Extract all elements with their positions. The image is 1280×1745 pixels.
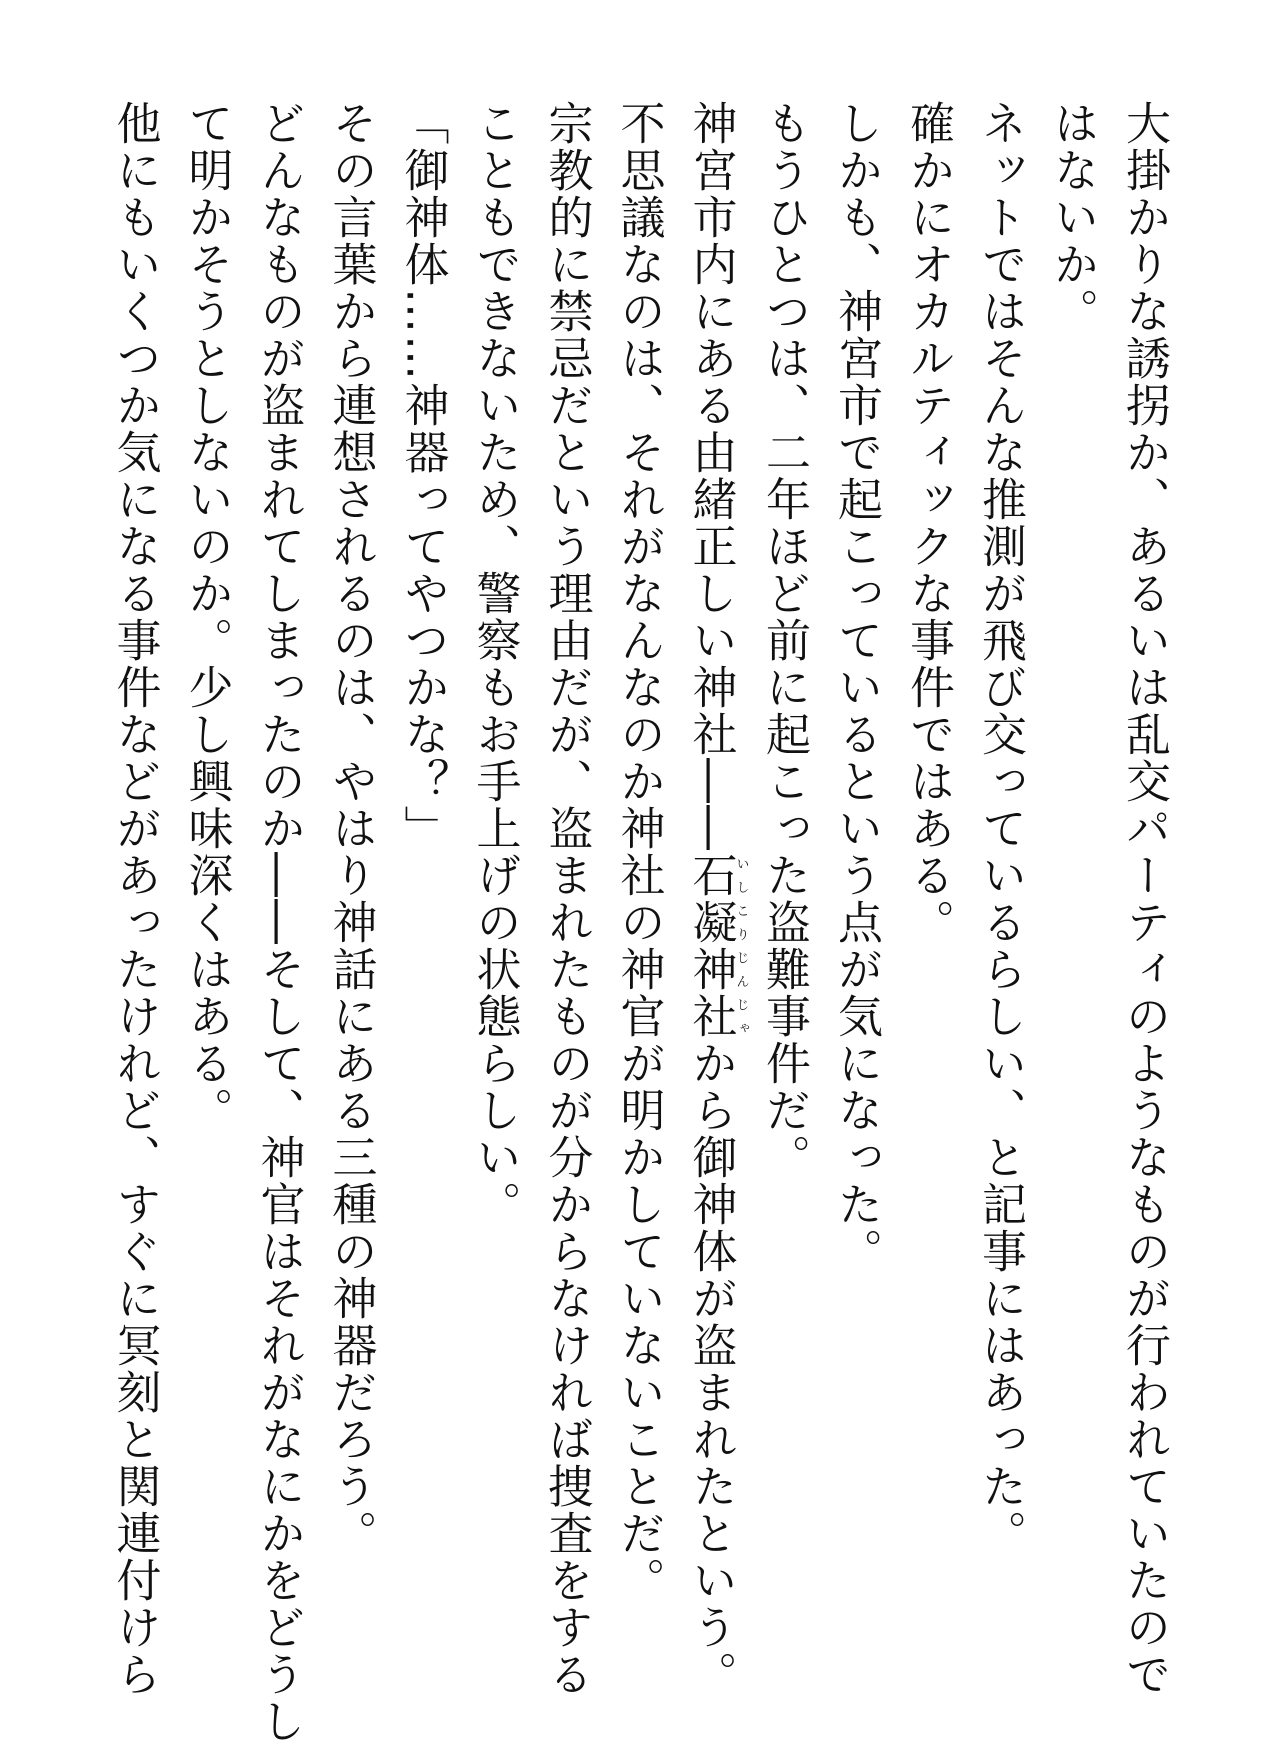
text-line-6: もうひとつは、二年ほど前に起こった盗難事件だ。 (758, 100, 811, 1181)
vertical-text-body (99, 100, 1181, 1745)
text-line-13: どんなものが盗まれてしまったのか――そして、神官はそれがなにかをどうし (252, 100, 306, 1745)
text-line-2: はないか。 (1046, 100, 1099, 335)
text-line-15: 他にもいくつか気になる事件などがあったけれど、すぐに冥刻と関連付けら (108, 100, 162, 1698)
text-line-3: ネットではそんな推測が飛び交っているらしい、と記事にはあった。 (974, 100, 1027, 1557)
text-line-4: 確かにオカルティックな事件ではある。 (902, 100, 955, 946)
shrine-name-reading: いしこりじんじゃ (733, 852, 749, 1040)
text-line-12: その言葉から連想されるのは、やはり神話にある三種の神器だろう。 (324, 100, 378, 1557)
text-line-9: 宗教的に禁忌だという理由だが、盗まれたものが分からなければ捜査をする (540, 100, 594, 1698)
text-line-8: 不思議なのは、それがなんなのか神社の神官が明かしていないことだ。 (612, 100, 666, 1604)
shrine-line-after: から御神体が盗まれたという。 (684, 1040, 738, 1698)
text-line-7-shrine (675, 100, 749, 1698)
text-line-10: こともできないため、警察もお手上げの状態らしい。 (468, 100, 522, 1228)
shrine-line-before: 神宮市内にある由緒正しい神社―― (684, 100, 738, 852)
text-line-5: しかも、神宮市で起こっているという点が気になった。 (830, 100, 883, 1275)
shrine-name: 石凝神社 (684, 852, 738, 1040)
text-line-11-dialogue: 「御神体……神器ってやつかな？」 (396, 100, 450, 852)
text-line-14: て明かそうとしないのか。少し興味深くはある。 (180, 100, 234, 1134)
text-line-1: 大掛かりな誘拐か、あるいは乱交パーティのようなものが行われていたので (1118, 100, 1171, 1698)
shrine-name-ruby (684, 852, 749, 1040)
